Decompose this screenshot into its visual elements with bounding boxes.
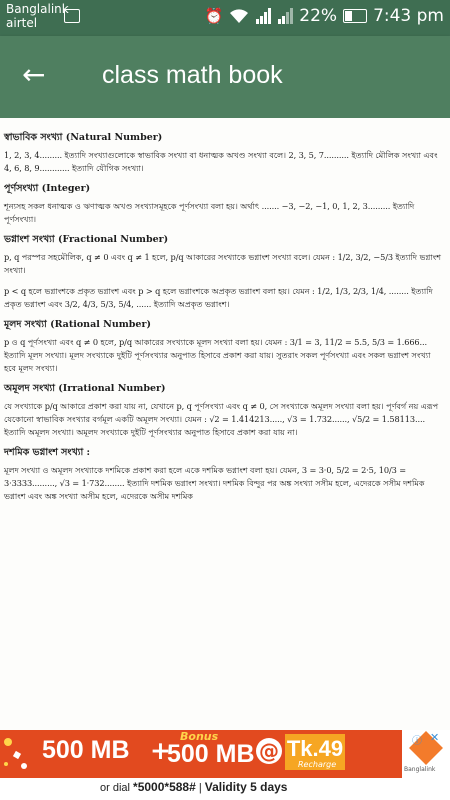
wifi-icon — [229, 8, 249, 24]
status-icons — [205, 6, 444, 26]
ad-info-icon[interactable]: ⓘ — [412, 736, 422, 747]
ad-separator: | — [198, 782, 202, 794]
alarm-icon: ⏰ — [204, 7, 224, 25]
section-body: মূলদ সংখ্যা ও অমূলদ সংখ্যাকে দশমিকে প্রকাশ করা হলে একে দশমিক ভগ্নাংশ বলা হয়। যেমন, 3 = 3·0, 5/2 = 2·5, 10/3 = 3·3333........., √3 = 1·732........ ইত্যাদি দশমিক ভগ্নাংশ সংখ্যা। দশমিক বিন্দুর পর অঙ্ক সংখ্যা সসীম হলে, এদেরকে সসীম দশমিক ভগ্নাংশ এবং অঙ্ক সংখ্যা অসীম হলে, এদেরকে অসীম দশমিক — [4, 465, 425, 501]
ad-offer-2: 500 MB — [167, 740, 255, 768]
carrier-line-1: Banglalink — [6, 2, 69, 16]
section-decimal-fraction — [4, 446, 444, 503]
app-bar — [0, 36, 450, 118]
clock: 7:43 pm — [373, 6, 444, 26]
ad-offer-strip[interactable] — [0, 730, 450, 778]
ad-footer-prefix: or dial — [100, 782, 130, 794]
ad-recharge: Recharge — [298, 760, 337, 769]
back-arrow-icon[interactable]: ← — [22, 58, 46, 91]
section-body: p, q পরস্পর সহমৌলিক, q ≠ 0 এবং q ≠ 1 হলে, p/q আকারের সংখ্যাকে ভগ্নাংশ সংখ্যা বলে। যেমন : 1/2, 3/2, −5/3 ইত্যাদি ভগ্নাংশ সংখ্যা। — [4, 252, 441, 275]
section-heading: ভগ্নাংশ সংখ্যা (Fractional Number) — [4, 234, 169, 245]
image-icon — [64, 9, 80, 23]
section-heading: দশমিক ভগ্নাংশ সংখ্যা : — [4, 447, 91, 458]
carrier-label — [6, 2, 69, 30]
signal-icon-2 — [277, 8, 293, 24]
book-page-viewer[interactable] — [0, 118, 450, 730]
section-irrational-number — [4, 382, 444, 439]
carrier-line-2: airtel — [6, 16, 38, 30]
ad-offer-1: 500 MB — [42, 736, 130, 764]
ad-footer — [100, 780, 287, 794]
ad-plus: + — [150, 736, 171, 765]
ad-bonus-label: Bonus — [180, 730, 219, 743]
section-body: 1, 2, 3, 4......... ইত্যাদি সংখ্যাগুলোকে স্বাভাবিক সংখ্যা বা ধনাত্মক অখণ্ড সংখ্যা বলে। 2, 3, 5, 7.......... ইত্যাদি মৌলিক সংখ্যা এবং 4, 6, 8, 9............ ইত্যাদি যৌগিক সংখ্যা। — [4, 150, 438, 173]
ad-validity: Validity 5 days — [204, 780, 288, 794]
section-fractional-number — [4, 233, 444, 311]
section-body: p ও q পূর্ণসংখ্যা এবং q ≠ 0 হলে, p/q আকারের সংখ্যাকে মূলদ সংখ্যা বলা হয়। যেমন : 3/1 = 3, 11/2 = 5.5, 5/3 = 1.666... ইত্যাদি মূলদ সংখ্যা। মূলদ সংখ্যাকে দুইটি পূর্ণসংখ্যার অনুপাত হিসাবে প্রকাশ করা যায়। সুতরাং সকল পূর্ণসংখ্যা এবং সকল ভগ্নাংশ সংখ্যা হবে মূলদ সংখ্যা। — [4, 337, 431, 373]
section-natural-number — [4, 131, 444, 175]
section-body-2: p < q হলে ভগ্নাংশকে প্রকৃত ভগ্নাংশ এবং p > q হলে ভগ্নাংশকে অপ্রকৃত ভগ্নাংশ বলা হয়। যেমন : 1/2, 1/3, 2/3, 1/4, ........ ইত্যাদি প্রকৃত ভগ্নাংশ এবং 3/2, 4/3, 5/3, 5/4, ...... ইত্যাদি অপ্রকৃত ভগ্নাংশ। — [4, 286, 433, 309]
ad-at-symbol: @ — [256, 738, 282, 764]
section-rational-number — [4, 318, 444, 375]
ad-banner[interactable] — [0, 730, 450, 800]
status-bar — [0, 0, 450, 36]
ad-close-icon[interactable]: ✕ — [430, 731, 440, 744]
section-body: শূন্যসহ সকল ধনাত্মক ও ঋণাত্মক অখণ্ড সংখ্যাসমূহকে পূর্ণসংখ্যা বলা হয়। অর্থাৎ ....... −3, −2, −1, 0, 1, 2, 3......... ইত্যাদি পূর্ণসংখ্যা। — [4, 201, 415, 224]
brand-logo — [402, 730, 450, 778]
page-title: class math book — [102, 61, 283, 89]
brand-name: Banglalink — [404, 766, 436, 773]
section-heading: স্বাভাবিক সংখ্যা (Natural Number) — [4, 132, 163, 143]
section-heading: মূলদ সংখ্যা (Rational Number) — [4, 319, 151, 330]
signal-icon — [255, 8, 271, 24]
section-body: যে সংখ্যাকে p/q আকারে প্রকাশ করা যায় না, যেখানে p, q পূর্ণসংখ্যা এবং q ≠ 0, সে সংখ্যাকে অমূলদ সংখ্যা বলা হয়। পূর্ণবর্গ নয় এরূপ যেকোনো স্বাভাবিক সংখ্যার বর্গমূল একটি অমূলদ সংখ্যা। যেমন : √2 = 1.414213....., √3 = 1.732......, √5/2 = 1.58113.... ইত্যাদি অমূলদ সংখ্যা। অমূলদ সংখ্যাকে দুইটি পূর্ণসংখ্যার অনুপাত হিসাবে প্রকাশ করা যায় না। — [4, 401, 439, 437]
ad-price: Tk.49 — [285, 734, 345, 770]
section-heading: পূর্ণসংখ্যা (Integer) — [4, 183, 91, 194]
book-page — [4, 124, 444, 505]
battery-icon — [343, 9, 367, 23]
section-heading: অমূলদ সংখ্যা (Irrational Number) — [4, 383, 166, 394]
ad-dial-code: *5000*588# — [133, 780, 196, 794]
confetti-icon — [0, 732, 34, 776]
section-integer — [4, 182, 444, 226]
battery-percent: 22% — [299, 6, 338, 26]
